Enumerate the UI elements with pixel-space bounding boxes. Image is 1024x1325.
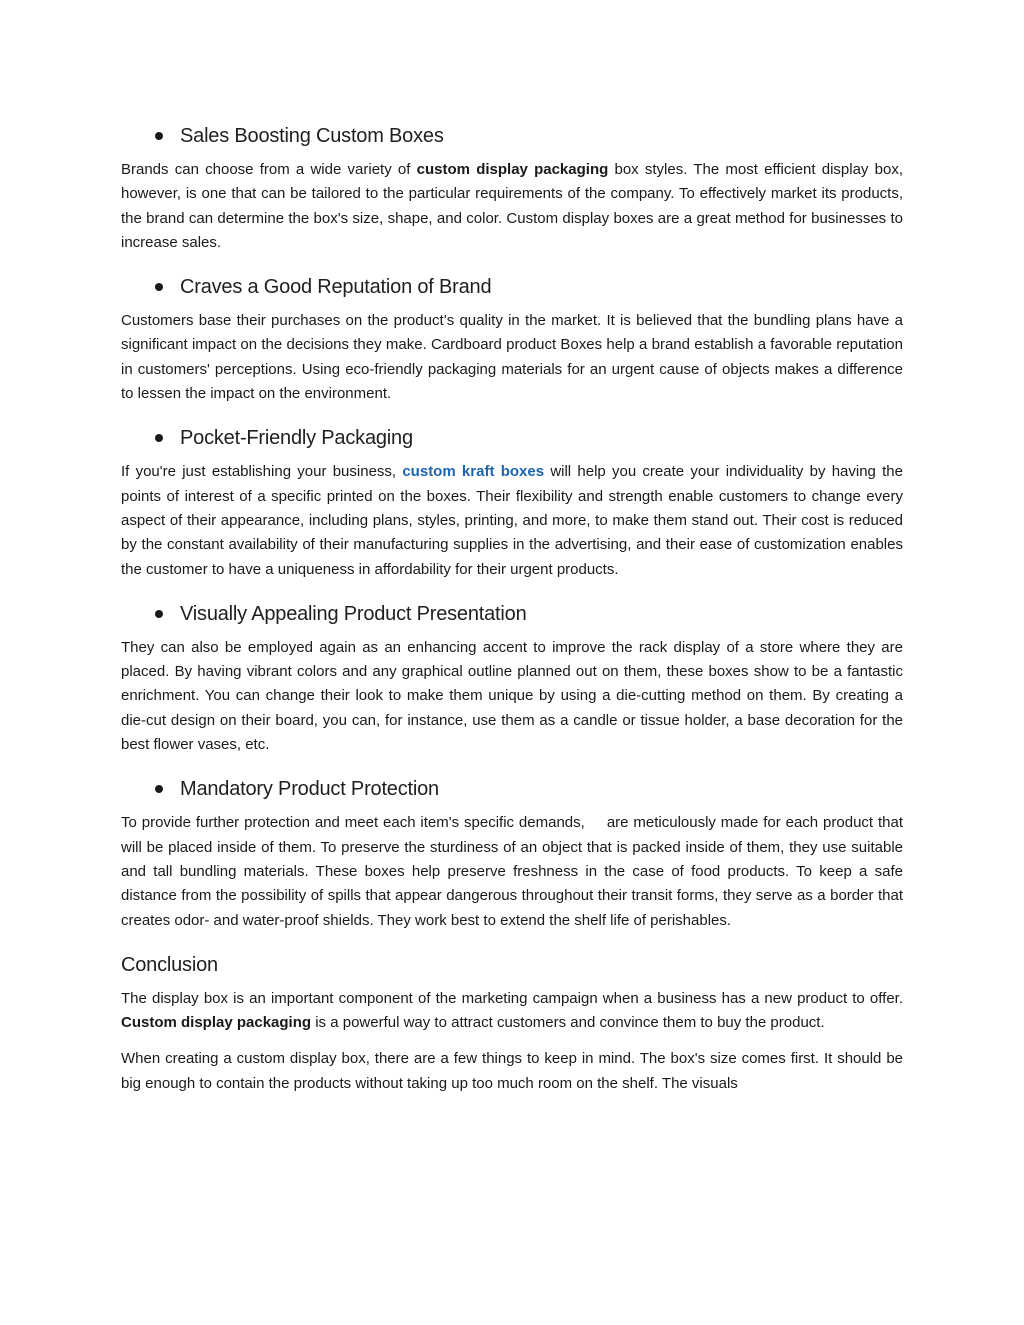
section-heading	[121, 420, 903, 456]
custom-kraft-boxes-link[interactable]: custom kraft boxes	[402, 463, 545, 481]
section-heading	[121, 269, 903, 305]
bullet-icon	[155, 283, 163, 291]
heading-text: Mandatory Product Protection	[180, 778, 439, 801]
section-heading	[121, 596, 903, 632]
section-visually-appealing	[121, 596, 903, 757]
conclusion-heading: Conclusion	[121, 953, 218, 976]
bullet-icon	[155, 785, 163, 793]
section-paragraph: Customers base their purchases on the product’s quality in the market. It is believed that the bundling plans have a significant impact on the decisions they make. Cardboard product Boxes help a brand establish a favorable reputation in customers' perceptions. Using eco-friendly packaging materials for an urgent cause of objects makes a difference to lessen the impact on the environment.	[121, 312, 903, 403]
section-reputation	[121, 269, 903, 406]
heading-text: Pocket-Friendly Packaging	[180, 427, 413, 450]
section-heading	[121, 771, 903, 807]
bullet-icon	[155, 610, 163, 618]
section-heading	[121, 118, 903, 154]
section-paragraph: To provide further protection and meet each item's specific demands, are meticulously made for each product that will be placed inside of them. To preserve the sturdiness of an object that is packed inside of them, they use suitable and tall bundling materials. These boxes help preserve freshness in the case of food products. To keep a safe distance from the possibility of spills that appear dangerous throughout their transit forms, they serve as a border that creates odor- and water-proof shields. They work best to extend the shelf life of perishables.	[121, 814, 903, 929]
section-paragraph: Brands can choose from a wide variety of custom display packaging box styles. The most efficient display box, however, is one that can be tailored to the particular requirements of the company. To effectively market its products, the brand can determine the box's size, shape, and color. Custom display boxes are a great method for businesses to increase sales.	[121, 161, 903, 251]
section-pocket-friendly	[121, 420, 903, 581]
heading-text: Visually Appealing Product Presentation	[180, 602, 527, 625]
document-page	[121, 118, 903, 1110]
heading-text: Sales Boosting Custom Boxes	[180, 125, 444, 147]
section-paragraph: They can also be employed again as an enhancing accent to improve the rack display of a store where they are placed. By having vibrant colors and any graphical outline planned out on them, these boxes show to be a fantastic enrichment. You can change their look to make them unique by using a die-cutting method on them. By creating a die-cut design on their board, you can, for instance, use them as a candle or tissue holder, a base decoration for the best flower vases, etc.	[121, 638, 903, 754]
section-paragraph: If you're just establishing your business, custom kraft boxes will help you create your individuality by having the points of interest of a specific printed on the boxes. Their flexibility and strength enable customers to change every aspect of their appearance, including plans, styles, printing, and more, to make them stand out. Their cost is reduced by the constant availability of their manufacturing supplies in the advertising, and their ease of customization enables the customer to have a uniqueness in affordability for their urgent products.	[121, 463, 903, 578]
heading-text: Craves a Good Reputation of Brand	[180, 276, 492, 299]
bold-keyword: Custom display packaging	[121, 1014, 312, 1032]
bold-keyword: custom display packaging	[416, 161, 609, 178]
section-protection	[121, 771, 903, 932]
section-conclusion	[121, 947, 903, 1096]
conclusion-paragraph-2: When creating a custom display box, there are a few things to keep in mind. The box's size comes first. It should be big enough to contain the products without taking up too much room on the shelf. The visuals	[121, 1050, 903, 1092]
bullet-icon	[155, 132, 163, 140]
section-sales-boosting	[121, 118, 903, 255]
conclusion-paragraph-1: The display box is an important component of the marketing campaign when a business has a new product to offer. Custom display packaging is a powerful way to attract customers and convince them to buy the product.	[121, 989, 903, 1032]
bullet-icon	[155, 434, 163, 442]
